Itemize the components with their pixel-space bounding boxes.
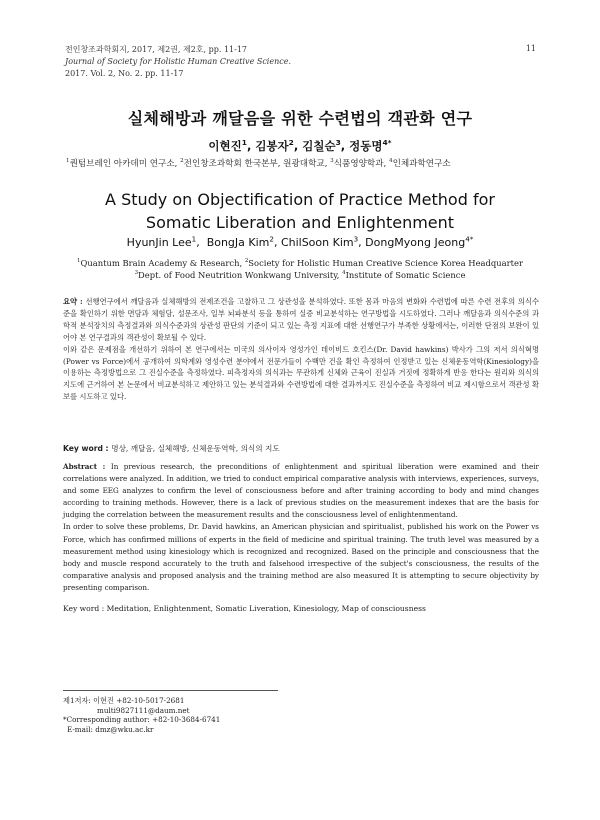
footnote-email-first-author: multi9827111@daum.net	[97, 705, 190, 715]
abstract-label: 요약 :	[63, 297, 86, 306]
author-sup: 1	[241, 138, 247, 148]
keywords-label: Key word :	[63, 444, 112, 453]
journal-header	[65, 44, 291, 80]
journal-name-en: Journal of Society for Holistic Human Creative Science.	[65, 57, 292, 66]
author-name: 김봉자	[255, 139, 289, 153]
author-sup: 3	[335, 138, 341, 148]
title-english	[0, 188, 600, 234]
abstract-paragraph: In previous research, the preconditions of enlightenment and spiritual liberation were examined and their correlations were analyzed. In addition, we tried to conduct empirical comparative analysis with interviews, experiences, surveys, and some EEG analyzes to confirm the level of consciousness before and after training according to body and mind changes according to training methods. However, there is a lack of previous studies on the measurement indexes that are the basis for judging the correlation between the measurement results and the consciousness level of enlightenmentand.	[63, 462, 539, 520]
keywords-english	[63, 604, 426, 613]
footnote-divider	[63, 690, 278, 691]
keywords-text: 명상, 깨달음, 실체해방, 신체운동역학, 의식의 지도	[111, 444, 280, 453]
author-sup: 2	[288, 138, 294, 148]
keywords-korean	[63, 443, 280, 454]
authors-english: HyunJin Lee$^1$, BongJa Kim$^2$, ChilSoon Kim$^3$, DongMyong Jeong$^{4*}$	[126, 234, 474, 249]
footnote-corresponding: *Corresponding author: +82-10-3684-6741	[63, 715, 221, 725]
keywords-text: Meditation, Enlightenment, Somatic Liveration, Kinesiology, Map of consciousness	[106, 604, 426, 613]
author-name: 이현진	[208, 139, 242, 153]
author-name: BongJa Kim	[206, 236, 270, 249]
footnote-email-corresponding: E-mail: dmz@wku.ac.kr	[67, 724, 154, 734]
author-name: 김칠순	[302, 139, 336, 153]
keywords-label: Key word :	[63, 604, 107, 613]
abstract-paragraph: 선행연구에서 깨달음과 실체해방의 전제조건을 고찰하고 그 상관성을 분석하였다. 또한 몸과 마음의 변화와 수련법에 따른 수련 전후의 의식수준을 확인하기 위한 면담과 체험담, 설문조사, 일부 뇌파분석 등을 통하여 실증 비교분석하는 연구방법을 시도하였다. 그러나 깨달음과 의식수준의 과학적 분석장치의 측정결과와 의식수준과의 상관성 판단의 기준이 되고 있는 측정 지표에 대한 선행연구가 부족한 상황에서는, 이러한 단점의 보완이 있어야 본 연구결과의 객관성이 확보될 수 있다.	[63, 297, 539, 342]
affil-text: 퀀텀브레인 아카데미 연구소,	[69, 159, 181, 169]
abstract-paragraph: In order to solve these problems, Dr. David hawkins, an American physician and spiritualist, published his work on the Power vs Force, which has confirmed millions of experts in the field of medicine and spiritual training. The truth level was measured by a measurement method using kinesiology which is recognized and recognized. Based on the principle and consciousness that the body and muscle respond accurately to the truth and falsehood irrespective of the subject's consciousness, the results of the comparative analysis and proposed analysis and the training method are also measured It is attempting to secure objectivity by presenting comparison.	[63, 522, 539, 592]
author-sup: 4*	[382, 138, 392, 148]
title-korean: 실체해방과 깨달음을 위한 수련법의 객관화 연구	[127, 109, 473, 128]
affil-text: 인체과학연구소	[392, 159, 451, 169]
abstract-english	[63, 461, 539, 594]
title-english-line1: A Study on Objectification of Practice Method for	[105, 190, 495, 209]
abstract-korean	[63, 296, 539, 403]
journal-citation-ko: 전인창조과학회지, 2017, 제2권, 제2호, pp. 11-17	[65, 45, 248, 54]
authors-korean: 이현진$^1$, 김봉자$^2$, 김칠순$^3$, 정동명$^{4*}$	[208, 138, 392, 153]
author-name: 정동명	[349, 139, 383, 153]
affil-text: 전인창조과학회 한국본부, 원광대학교,	[183, 159, 331, 169]
affil-sup: 3	[330, 158, 334, 165]
author-sup: 3	[353, 234, 359, 244]
affil-line: $^1$Quantum Brain Academy & Research, $^2$Society for Holistic Human Creative Science Korea Headquarter	[77, 258, 523, 268]
affil-text: 식품영양학과,	[333, 159, 389, 169]
journal-citation-en: 2017. Vol. 2, No. 2. pp. 11-17	[65, 69, 184, 78]
affil-sup: 2	[180, 158, 184, 165]
affil-sup: 1	[66, 158, 70, 165]
author-name: DongMyong Jeong	[365, 236, 466, 249]
author-name: HyunJin Lee	[126, 236, 192, 249]
affil-sup: 4	[389, 158, 393, 165]
abstract-paragraph: 이와 같은 문제점을 개선하기 위하여 본 연구에서는 미국의 의사이자 영성가인 데이비드 호킨스(Dr. David hawkins) 박사가 그의 저서 의식혁명(Power vs Force)에서 공개하여 의학계와 영성수련 분야에서 전문가들이 수백만 건을 확인 측정하여 인정받고 있는 신체운동역학(Kinesiology)을 이용하는 측정방법으로 그 진실수준을 측정하였다. 피측정자의 의식과는 무관하게 신체와 근육이 진실과 거짓에 정확하게 반응 한다는 원리와 의식의 지도에 근거하여 본 논문에서 비교분석하고 제안하고 있는 분석결과와 수련방법에 대한 결과까지도 진실수준을 측정하여 비교 제시함으로서 객관성 확보를 시도하고 있다.	[63, 344, 539, 402]
footnote-first-author: 제1저자: 이현진 +82-10-5017-2681	[63, 696, 185, 705]
affiliations-english	[0, 257, 600, 281]
author-sup: 4*	[465, 234, 474, 244]
title-english-line2: Somatic Liberation and Enlightenment	[145, 213, 455, 232]
affil-line: $^3$Dept. of Food Neutrition Wonkwang University, $^4$Institute of Somatic Science	[134, 270, 466, 280]
author-name: ChilSoon Kim	[280, 236, 354, 249]
footnotes	[63, 696, 220, 734]
page-number: 11	[525, 44, 536, 53]
affiliations-korean	[66, 157, 540, 169]
abstract-label: Abstract :	[63, 462, 111, 471]
author-sup: 1	[191, 234, 197, 244]
author-sup: 2	[269, 234, 274, 244]
